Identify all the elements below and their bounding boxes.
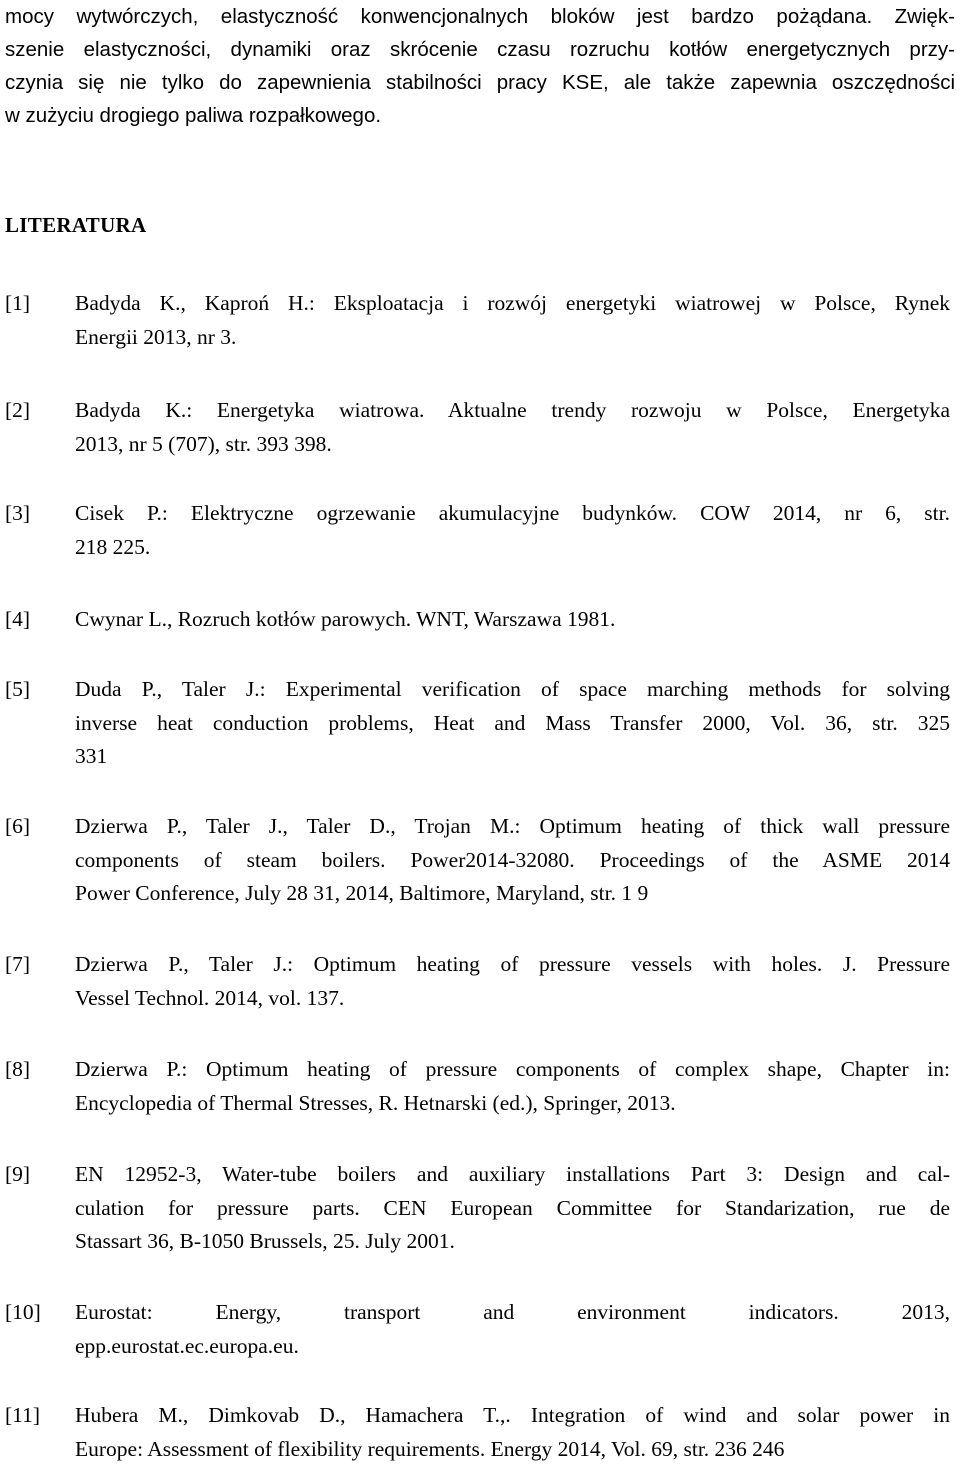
reference-line: culation for pressure parts. CEN European Committee for Standarization, rue de bbox=[75, 1195, 950, 1220]
reference-item bbox=[5, 394, 950, 461]
reference-line: Encyclopedia of Thermal Stresses, R. Hetnarski (ed.), Springer, 2013. bbox=[75, 1090, 676, 1115]
reference-number: [6] bbox=[5, 814, 31, 838]
reference-line: Cisek P.: Elektryczne ogrzewanie akumulacyjne budynków. COW 2014, nr 6, str. bbox=[75, 501, 950, 525]
reference-line: Europe: Assessment of flexibility requirements. Energy 2014, Vol. 69, str. 236 246 bbox=[75, 1436, 785, 1461]
reference-item bbox=[5, 1158, 950, 1259]
intro-line: mocy wytwórczych, elastyczność konwencjonalnych bloków jest bardzo pożądana. Zwięk- bbox=[5, 5, 955, 28]
reference-number: [4] bbox=[5, 607, 31, 631]
reference-item bbox=[5, 948, 950, 1015]
reference-item bbox=[5, 287, 950, 354]
reference-line: 331 bbox=[75, 744, 108, 768]
reference-line: Duda P., Taler J.: Experimental verification of space marching methods for solving bbox=[75, 677, 950, 701]
reference-item bbox=[5, 1053, 950, 1120]
reference-line: EN 12952-3, Water-tube boilers and auxiliary installations Part 3: Design and cal- bbox=[75, 1162, 950, 1186]
reference-number: [5] bbox=[5, 677, 31, 701]
reference-item bbox=[5, 603, 950, 637]
reference-item bbox=[5, 497, 950, 564]
reference-line: epp.eurostat.ec.europa.eu. bbox=[75, 1333, 299, 1358]
reference-number: [3] bbox=[5, 501, 31, 525]
reference-item bbox=[5, 810, 950, 911]
intro-line: szenie elastyczności, dynamiki oraz skrócenie czasu rozruchu kotłów energetycznych przy- bbox=[5, 38, 955, 61]
reference-line: Eurostat: Energy, transport and environment indicators. 2013, bbox=[75, 1300, 950, 1324]
reference-number: [11] bbox=[5, 1403, 41, 1427]
reference-line: Dzierwa P.: Optimum heating of pressure components of complex shape, Chapter in: bbox=[75, 1057, 950, 1081]
intro-paragraph bbox=[5, 0, 955, 132]
reference-item bbox=[5, 1296, 950, 1363]
reference-number: [7] bbox=[5, 952, 31, 976]
reference-line: Cwynar L., Rozruch kotłów parowych. WNT, Warszawa 1981. bbox=[75, 607, 616, 631]
reference-number: [8] bbox=[5, 1057, 31, 1081]
intro-line: w zużyciu drogiego paliwa rozpałkowego. bbox=[5, 104, 382, 127]
reference-line: Stassart 36, B-1050 Brussels, 25. July 2001. bbox=[75, 1229, 455, 1253]
reference-line: 2013, nr 5 (707), str. 393 398. bbox=[75, 431, 332, 456]
reference-line: inverse heat conduction problems, Heat and Mass Transfer 2000, Vol. 36, str. 325 bbox=[75, 710, 950, 735]
reference-number: [9] bbox=[5, 1162, 31, 1186]
reference-line: Vessel Technol. 2014, vol. 137. bbox=[75, 985, 345, 1010]
reference-line: components of steam boilers. Power2014-32080. Proceedings of the ASME 2014 bbox=[75, 847, 950, 872]
reference-line: 218 225. bbox=[75, 534, 151, 559]
reference-line: Power Conference, July 28 31, 2014, Baltimore, Maryland, str. 1 9 bbox=[75, 881, 649, 905]
reference-line: Badyda K.: Energetyka wiatrowa. Aktualne trendy rozwoju w Polsce, Energetyka bbox=[75, 398, 950, 422]
reference-line: Dzierwa P., Taler J., Taler D., Trojan M.: Optimum heating of thick wall pressure bbox=[75, 814, 950, 838]
reference-line: Dzierwa P., Taler J.: Optimum heating of pressure vessels with holes. J. Pressure bbox=[75, 952, 950, 976]
intro-line: czynia się nie tylko do zapewnienia stabilności pracy KSE, ale także zapewnia oszczędności bbox=[5, 71, 955, 94]
reference-item bbox=[5, 1399, 950, 1466]
reference-number: [2] bbox=[5, 398, 31, 422]
reference-line: Hubera M., Dimkovab D., Hamachera T.,. Integration of wind and solar power in bbox=[75, 1403, 950, 1427]
reference-item bbox=[5, 673, 950, 774]
reference-line: Energii 2013, nr 3. bbox=[75, 324, 237, 349]
reference-number: [1] bbox=[5, 291, 31, 315]
reference-number: [10] bbox=[5, 1300, 41, 1324]
references-heading: LITERATURA bbox=[5, 213, 147, 237]
reference-line: Badyda K., Kaproń H.: Eksploatacja i rozwój energetyki wiatrowej w Polsce, Rynek bbox=[75, 291, 950, 315]
